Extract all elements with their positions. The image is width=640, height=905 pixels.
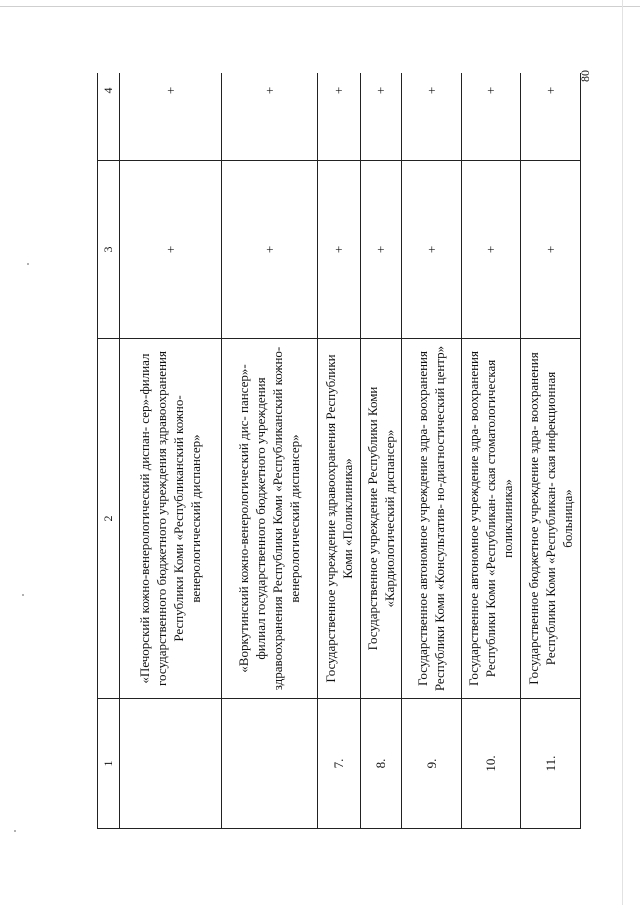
table-header-row (98, 73, 120, 829)
table-row (221, 73, 318, 829)
table-row (521, 73, 581, 829)
table-row (461, 73, 521, 829)
institution-name: Государственное учреждение здравоохранения Республики Коми «Поликлиника» (318, 339, 360, 699)
col4-mark: + (221, 73, 318, 161)
col4-mark: + (360, 73, 401, 161)
institution-name: «Печорский кожно-венерологический диспан- сер»-филиал государственного бюджетного учреждения здравоохранения Республики Коми «Республиканский кожно-венерологический диспансер» (119, 339, 221, 699)
header-cell-2: 2 (98, 339, 120, 699)
institutions-table (97, 73, 581, 829)
col3-mark: + (221, 161, 318, 339)
scan-speck (27, 263, 29, 265)
col4-mark: + (521, 73, 581, 161)
col3-mark: + (318, 161, 360, 339)
table-row (318, 73, 360, 829)
institution-name: «Воркутинский кожно-венерологический дис- пансер»-филиал государственного бюджетного учреждения здравоохранения Республики Коми «Республиканский кожно-венерологический диспансер» (221, 339, 318, 699)
table-row (119, 73, 221, 829)
col3-mark: + (521, 161, 581, 339)
institution-name: Государственное автономное учреждение здра- воохранения Республики Коми «Республикан- ская стоматологическая поликлиника» (461, 339, 521, 699)
scan-speck (14, 830, 16, 832)
page-number: 80 (578, 70, 592, 82)
col3-mark: + (360, 161, 401, 339)
institution-name: Государственное автономное учреждение здра- воохранения Республики Коми «Консультатив- но-диагностический центр» (401, 339, 461, 699)
scan-edge-top (0, 6, 640, 7)
row-number (221, 699, 318, 829)
scan-edge-right (622, 0, 623, 905)
col4-mark: + (401, 73, 461, 161)
header-cell-3: 3 (98, 161, 120, 339)
header-cell-1: 1 (98, 699, 120, 829)
col3-mark: + (119, 161, 221, 339)
scan-speck (22, 594, 24, 596)
header-cell-4: 4 (98, 73, 120, 161)
col4-mark: + (461, 73, 521, 161)
col3-mark: + (401, 161, 461, 339)
table-row (401, 73, 461, 829)
institution-name: Государственное бюджетное учреждение здра- воохранения Республики Коми «Республикан- ская инфекционная больница» (521, 339, 581, 699)
table-viewport (97, 73, 581, 829)
row-number: 7. (318, 699, 360, 829)
rotated-table-wrapper (97, 73, 581, 829)
row-number: 10. (461, 699, 521, 829)
table-row (360, 73, 401, 829)
institution-name: Государственное учреждение Республики Коми «Кардиологический диспансер» (360, 339, 401, 699)
row-number: 9. (401, 699, 461, 829)
row-number: 11. (521, 699, 581, 829)
row-number: 8. (360, 699, 401, 829)
row-number (119, 699, 221, 829)
col4-mark: + (119, 73, 221, 161)
col3-mark: + (461, 161, 521, 339)
col4-mark: + (318, 73, 360, 161)
